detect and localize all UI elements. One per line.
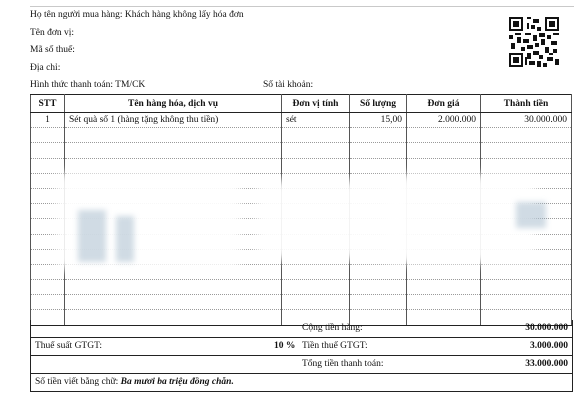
table-cell (407, 280, 481, 295)
table-cell (282, 188, 350, 203)
items-table (30, 94, 572, 326)
table-cell (282, 219, 350, 234)
table-cell (65, 128, 282, 143)
column-header-amount: Thành tiền (481, 95, 572, 113)
table-cell (65, 173, 282, 188)
subtotal-value: 30.000.000 (525, 323, 568, 333)
table-row (31, 280, 572, 295)
table-header-row (31, 95, 572, 113)
table-cell (407, 204, 481, 219)
grand-total-label: Tổng tiền thanh toán: (302, 359, 384, 369)
table-row (31, 295, 572, 310)
table-cell (31, 188, 65, 203)
vat-row (31, 338, 572, 356)
table-cell (65, 295, 282, 310)
unit-name: Tên đơn vị: (30, 28, 75, 38)
table-cell (481, 264, 572, 279)
table-cell (65, 280, 282, 295)
table-cell (350, 249, 407, 264)
column-header-unit: Đơn vị tính (282, 95, 350, 113)
table-cell (350, 219, 407, 234)
tax-code: Mã số thuế: (30, 45, 75, 55)
table-cell (407, 249, 481, 264)
table-cell (350, 234, 407, 249)
grand-total-value: 33.000.000 (525, 359, 568, 369)
table-cell (282, 128, 350, 143)
table-cell (481, 234, 572, 249)
table-cell (481, 280, 572, 295)
table-cell: sét (282, 113, 350, 128)
table-row (31, 188, 572, 203)
table-cell (31, 264, 65, 279)
table-cell (282, 264, 350, 279)
table-cell (407, 128, 481, 143)
qr-code-icon (509, 17, 559, 67)
table-cell (481, 173, 572, 188)
table-cell (31, 143, 65, 158)
table-cell (65, 234, 282, 249)
table-cell (481, 219, 572, 234)
table-cell (481, 188, 572, 203)
table-cell (350, 173, 407, 188)
table-cell (282, 143, 350, 158)
table-cell (65, 158, 282, 173)
table-cell: Sét quà số 1 (hàng tặng không thu tiền) (65, 113, 282, 128)
column-header-stt: STT (31, 95, 65, 113)
table-cell (282, 249, 350, 264)
table-row (31, 234, 572, 249)
table-row (31, 204, 572, 219)
table-cell (65, 219, 282, 234)
table-cell (481, 128, 572, 143)
table-cell (282, 234, 350, 249)
table-row (31, 128, 572, 143)
table-cell (350, 280, 407, 295)
table-cell (350, 143, 407, 158)
table-cell (481, 295, 572, 310)
table-cell (282, 204, 350, 219)
table-cell: 30.000.000 (481, 113, 572, 128)
table-cell: 2.000.000 (407, 113, 481, 128)
table-cell (31, 158, 65, 173)
table-cell (350, 295, 407, 310)
table-cell (350, 128, 407, 143)
vat-amount-value: 3.000.000 (530, 341, 568, 351)
table-cell (350, 204, 407, 219)
amount-in-words-row (31, 374, 572, 391)
column-header-quantity: Số lượng (350, 95, 407, 113)
payment-method: Hình thức thanh toán: TM/CK (30, 80, 146, 90)
buyer-name: Họ tên người mua hàng: Khách hàng không lấy hóa đơn (30, 10, 244, 20)
top-divider (30, 6, 574, 7)
table-row (31, 113, 572, 128)
table-cell (65, 264, 282, 279)
table-cell (350, 188, 407, 203)
table-cell (481, 204, 572, 219)
table-cell (282, 158, 350, 173)
account-number: Số tài khoản: (263, 80, 314, 90)
vat-rate-value: 10 % (274, 341, 296, 351)
subtotal-row (31, 320, 572, 338)
table-cell (31, 173, 65, 188)
table-cell (407, 264, 481, 279)
table-cell (481, 249, 572, 264)
table-cell (481, 158, 572, 173)
table-cell (407, 143, 481, 158)
table-cell (407, 158, 481, 173)
amount-in-words-label: Số tiền viết bằng chữ: (35, 377, 119, 387)
table-cell (31, 219, 65, 234)
table-cell (65, 143, 282, 158)
table-row (31, 264, 572, 279)
table-cell (407, 234, 481, 249)
table-cell (31, 234, 65, 249)
table-cell (481, 143, 572, 158)
table-cell (407, 188, 481, 203)
column-header-item-name: Tên hàng hóa, dịch vụ (65, 95, 282, 113)
table-row (31, 219, 572, 234)
table-cell (31, 204, 65, 219)
address: Địa chỉ: (30, 63, 61, 73)
table-cell (65, 188, 282, 203)
table-row (31, 249, 572, 264)
table-cell (407, 219, 481, 234)
table-cell (31, 295, 65, 310)
table-cell: 15,00 (350, 113, 407, 128)
vat-amount-label: Tiền thuế GTGT: (302, 341, 368, 351)
amount-in-words-value: Ba mươi ba triệu đồng chẵn. (120, 377, 234, 387)
table-cell (282, 173, 350, 188)
table-cell (407, 295, 481, 310)
table-cell (350, 264, 407, 279)
table-cell (65, 204, 282, 219)
totals-section (30, 320, 573, 392)
table-cell (282, 280, 350, 295)
table-cell (31, 280, 65, 295)
table-cell (31, 128, 65, 143)
column-header-unit-price: Đơn giá (407, 95, 481, 113)
subtotal-label: Cộng tiền hàng: (302, 323, 363, 333)
table-cell: 1 (31, 113, 65, 128)
table-cell (65, 249, 282, 264)
vat-rate-label: Thuế suất GTGT: (35, 341, 103, 351)
table-cell (407, 173, 481, 188)
table-row (31, 158, 572, 173)
table-row (31, 173, 572, 188)
table-cell (350, 158, 407, 173)
table-row (31, 143, 572, 158)
grand-total-row (31, 356, 572, 374)
table-cell (282, 295, 350, 310)
table-cell (31, 249, 65, 264)
